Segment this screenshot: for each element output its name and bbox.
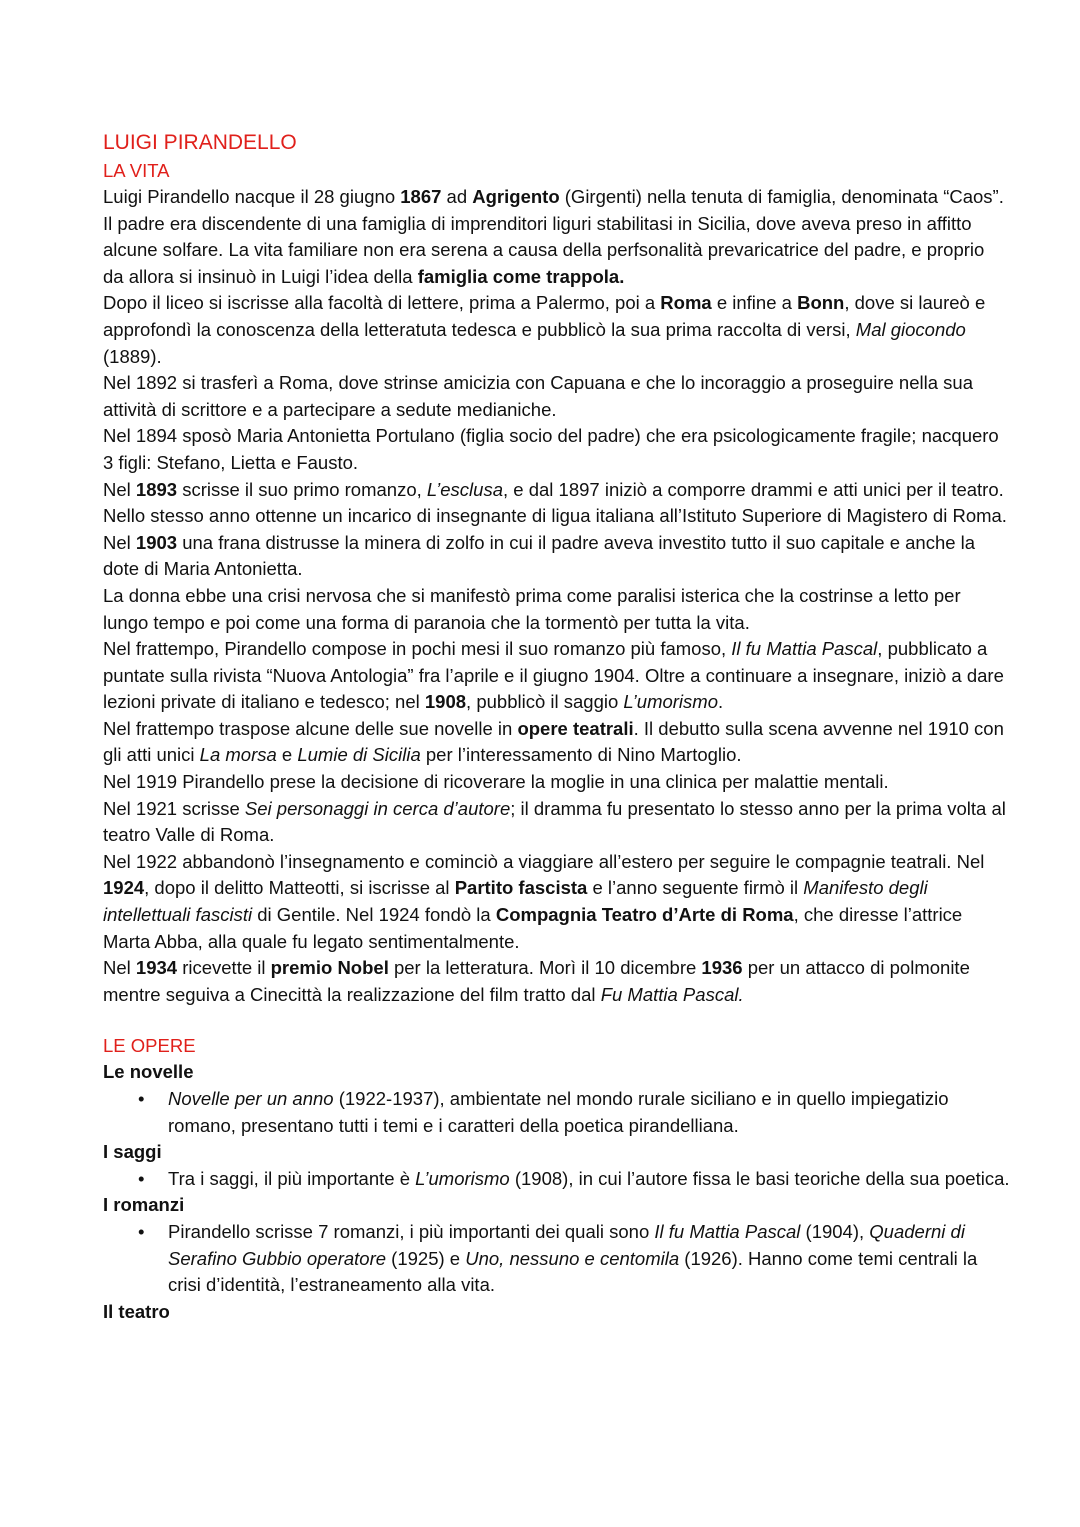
text-run: , che diresse l’attrice Marta Abba, alla quale fu legato sentimentalmente. bbox=[103, 904, 963, 952]
section-heading-life: LA VITA bbox=[103, 160, 170, 181]
text-run: Nel bbox=[103, 957, 136, 979]
text-run: e infine a bbox=[711, 292, 798, 314]
text-run: (1926). Hanno come temi centrali la crisi d’identità, l’estraneamento alla vita. bbox=[168, 1247, 978, 1296]
text-run: Nel 1919 Pirandello prese la decisione di ricoverare la moglie in una clinica per malattie mentali. bbox=[103, 771, 889, 793]
works-subheading: Le novelle bbox=[103, 1061, 194, 1083]
works-subheading: I saggi bbox=[103, 1141, 162, 1163]
life-paragraph bbox=[103, 849, 1010, 955]
bold-text: famiglia come trappola. bbox=[417, 265, 625, 287]
bullet-list bbox=[103, 1086, 1010, 1139]
italic-title: Fu Mattia Pascal. bbox=[600, 983, 744, 1005]
text-run: Nel frattempo, Pirandello compose in pochi mesi il suo romanzo più famoso, bbox=[103, 638, 732, 660]
life-section bbox=[103, 184, 1010, 1008]
life-paragraph bbox=[103, 716, 1010, 769]
life-paragraph bbox=[103, 769, 1010, 796]
life-paragraph bbox=[103, 477, 1010, 583]
italic-title: L’umorismo bbox=[415, 1167, 510, 1189]
bullet-list bbox=[103, 1166, 1010, 1193]
bold-text: 1934 bbox=[135, 957, 178, 979]
works-section bbox=[103, 1059, 1010, 1325]
text-run: per un attacco di polmonite mentre seguiva a Cinecittà la realizzazione del film tratto dal bbox=[103, 957, 970, 1005]
text-run: (1925) e bbox=[386, 1247, 466, 1269]
italic-title: L’umorismo bbox=[623, 691, 718, 713]
bold-text: 1924 bbox=[103, 877, 145, 899]
list-item bbox=[103, 1086, 1010, 1139]
bold-text: Compagnia Teatro d’Arte di Roma bbox=[495, 904, 794, 926]
bullet-list bbox=[103, 1219, 1010, 1299]
bold-text: 1893 bbox=[135, 478, 178, 500]
italic-title: Manifesto degli intellettuali fascisti bbox=[103, 877, 928, 926]
text-run: Nel 1894 sposò Maria Antonietta Portulano (figlia socio del padre) che era psicologicamente fragile; nacquero 3 figli: Stefano, Lietta e Fausto. bbox=[103, 425, 999, 473]
life-paragraph bbox=[103, 184, 1010, 290]
text-run: e bbox=[276, 744, 298, 766]
life-paragraph bbox=[103, 636, 1010, 716]
bold-text: 1936 bbox=[701, 957, 743, 979]
text-run: Nel 1922 abbandonò l’insegnamento e cominciò a viaggiare all’estero per seguire le compagnie teatrali. Nel bbox=[103, 850, 985, 872]
life-paragraph bbox=[103, 290, 1010, 370]
text-run: , dove si laureò e approfondì la conoscenza della letteratuta tedesca e pubblicò la sua prima raccolta di versi, bbox=[103, 292, 986, 340]
text-run: ; il dramma fu presentato lo stesso anno per la prima volta al teatro Valle di Roma. bbox=[103, 797, 1006, 846]
text-run: (1922-1937), ambientate nel mondo rurale siciliano e in quello impiegatizio romano, presentano tutti i temi e i caratteri della poetica pirandelliana. bbox=[168, 1088, 949, 1136]
text-run: , dopo il delitto Matteotti, si iscrisse al bbox=[144, 877, 455, 899]
section-heading-works: LE OPERE bbox=[103, 1035, 196, 1057]
life-paragraph bbox=[103, 370, 1010, 423]
bold-text: 1908 bbox=[424, 691, 467, 713]
bullet-icon: • bbox=[138, 1220, 145, 1242]
bold-text: 1867 bbox=[400, 186, 442, 207]
works-subheading: Il teatro bbox=[103, 1300, 170, 1322]
text-run: Nel 1921 scrisse bbox=[103, 797, 245, 819]
life-paragraph bbox=[103, 423, 1010, 476]
italic-title: Il fu Mattia Pascal bbox=[731, 638, 878, 660]
text-run: Pirandello scrisse 7 romanzi, i più importanti dei quali sono bbox=[168, 1220, 655, 1242]
text-run: . bbox=[718, 691, 724, 713]
text-run: ricevette il bbox=[177, 957, 271, 979]
text-run: Nel bbox=[103, 478, 136, 500]
text-run: (1889). bbox=[103, 345, 162, 367]
text-run: , e dal 1897 iniziò a comporre drammi e atti unici per il teatro. Nello stesso anno ottenne un incarico di insegnante di ligua italiana all’Istituto Superiore di Magistero di Roma. Nel bbox=[103, 478, 1007, 553]
life-paragraph bbox=[103, 955, 1010, 1008]
works-subheading: I romanzi bbox=[103, 1194, 185, 1216]
italic-title: Mal giocondo bbox=[855, 318, 966, 340]
list-item bbox=[103, 1219, 1010, 1299]
text-run: La donna ebbe una crisi nervosa che si manifestò prima come paralisi isterica che la costrinse a letto per lungo tempo e poi come una forma di paranoia che la tormentò per tutta la vita. bbox=[103, 584, 961, 633]
bold-text: Roma bbox=[660, 292, 712, 314]
text-run: Nel 1892 si trasferì a Roma, dove strinse amicizia con Capuana e che lo incoraggio a proseguire nella sua attività di scrittore e a partecipare a sedute medianiche. bbox=[103, 372, 973, 420]
italic-title: La morsa bbox=[199, 744, 277, 766]
bold-text: premio Nobel bbox=[270, 957, 389, 979]
text-run: , pubblicò il saggio bbox=[466, 691, 624, 713]
text-run: Nel frattempo traspose alcune delle sue novelle in bbox=[103, 717, 518, 739]
text-run: (Girgenti) nella tenuta di famiglia, denominata “Caos”. Il padre era discendente di una famiglia di imprenditori liguri stabilitasi in Sicilia, dove aveva preso in affitto alcune solfare. La vita familiare non era serena a causa della perfsonalità prevaricatrice del padre, e proprio da allora si insinuò in Luigi l’idea della bbox=[103, 186, 1004, 287]
text-run: (1908), in cui l’autore fissa le basi teoriche della sua poetica. bbox=[509, 1167, 1010, 1189]
bold-text: Bonn bbox=[797, 292, 845, 314]
text-run: di Gentile. Nel 1924 fondò la bbox=[252, 904, 496, 926]
list-item bbox=[103, 1166, 1010, 1193]
italic-title: Sei personaggi in cerca d’autore bbox=[244, 797, 511, 819]
bold-text: Agrigento bbox=[472, 186, 560, 207]
text-run: scrisse il suo primo romanzo, bbox=[177, 478, 427, 500]
italic-title: Lumie di Sicilia bbox=[297, 744, 421, 766]
text-run: Dopo il liceo si iscrisse alla facoltà di lettere, prima a Palermo, poi a bbox=[103, 292, 661, 314]
section-gap bbox=[103, 1008, 1010, 1033]
text-run: e l’anno seguente firmò il bbox=[587, 877, 804, 899]
life-paragraph bbox=[103, 583, 1010, 636]
text-run: ad bbox=[441, 186, 473, 207]
text-run: , pubblicato a puntate sulla rivista “Nuova Antologia” fra l’aprile e il giugno 1904. Oltre a continuare a insegnare, iniziò a dare lezioni private di italiano e tedesco; nel bbox=[103, 638, 1004, 713]
italic-title: Il fu Mattia Pascal bbox=[654, 1220, 801, 1242]
italic-title: Novelle per un anno bbox=[168, 1088, 334, 1109]
text-run: per la letteratura. Morì il 10 dicembre bbox=[388, 957, 702, 979]
italic-title: Uno, nessuno e centomila bbox=[465, 1247, 680, 1269]
text-run: Tra i saggi, il più importante è bbox=[168, 1167, 416, 1189]
bullet-icon: • bbox=[138, 1088, 145, 1109]
bold-text: opere teatrali bbox=[517, 717, 634, 739]
bullet-icon: • bbox=[138, 1167, 145, 1189]
text-run: . Il debutto sulla scena avvenne nel 1910 con gli atti unici bbox=[103, 717, 1004, 766]
document-title: LUIGI PIRANDELLO bbox=[103, 131, 297, 154]
text-run: una frana distrusse la minera di zolfo in cui il padre aveva investito tutto il suo capitale e anche la dote di Maria Antonietta. bbox=[103, 531, 976, 580]
life-paragraph bbox=[103, 796, 1010, 849]
text-run: Luigi Pirandello nacque il 28 giugno bbox=[103, 186, 401, 207]
italic-title: L’esclusa bbox=[426, 478, 503, 500]
text-run: per l’interessamento di Nino Martoglio. bbox=[420, 744, 742, 766]
text-run: (1904), bbox=[800, 1220, 870, 1242]
bold-text: 1903 bbox=[135, 531, 178, 553]
italic-title: Quaderni di Serafino Gubbio operatore bbox=[168, 1220, 965, 1269]
bold-text: Partito fascista bbox=[454, 877, 588, 899]
